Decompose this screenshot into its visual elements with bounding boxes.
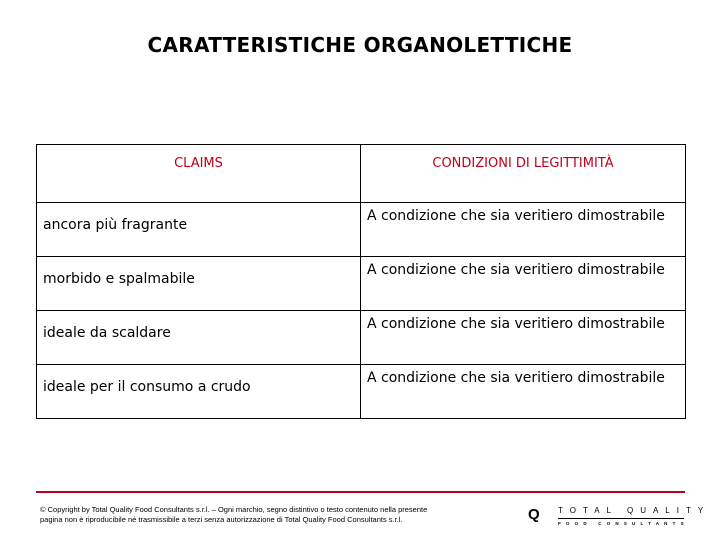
company-logo [528,504,711,530]
table-row [37,203,686,257]
logo-subtext: FOOD CONSULTANTS [558,521,689,526]
header-conditions: CONDIZIONI DI LEGITTIMITÀ [361,145,686,203]
condition-cell: A condizione che sia veritiero dimostrabile [361,365,686,419]
claim-cell: ideale da scaldare [37,311,361,365]
condition-cell: A condizione che sia veritiero dimostrabile [361,311,686,365]
claim-cell: morbido e spalmabile [37,257,361,311]
table-row [37,257,686,311]
claims-table [36,144,686,419]
footer-divider [36,491,685,493]
logo-wordmark: TOTAL QUALITY [558,506,711,515]
condition-cell: A condizione che sia veritiero dimostrabile [361,257,686,311]
table-row [37,365,686,419]
logo-rule [558,518,684,519]
page-title: CARATTERISTICHE ORGANOLETTICHE [147,33,573,57]
claim-cell: ideale per il consumo a crudo [37,365,361,419]
claim-cell: ancora più fragrante [37,203,361,257]
copyright-line-1: © Copyright by Total Quality Food Consultants s.r.l. – Ogni marchio, segno distintivo o testo contenuto nella presente [40,505,428,514]
copyright-notice [40,505,510,525]
header-claims: CLAIMS [37,145,361,203]
logo-q-mark: Q [528,506,540,523]
table-header-row [37,145,686,203]
condition-cell: A condizione che sia veritiero dimostrabile [361,203,686,257]
table-row [37,311,686,365]
copyright-line-2: pagina non è riproducibile né trasmissibile a terzi senza autorizzazione di Total Quality Food Consultants s.r.l. [40,515,403,524]
